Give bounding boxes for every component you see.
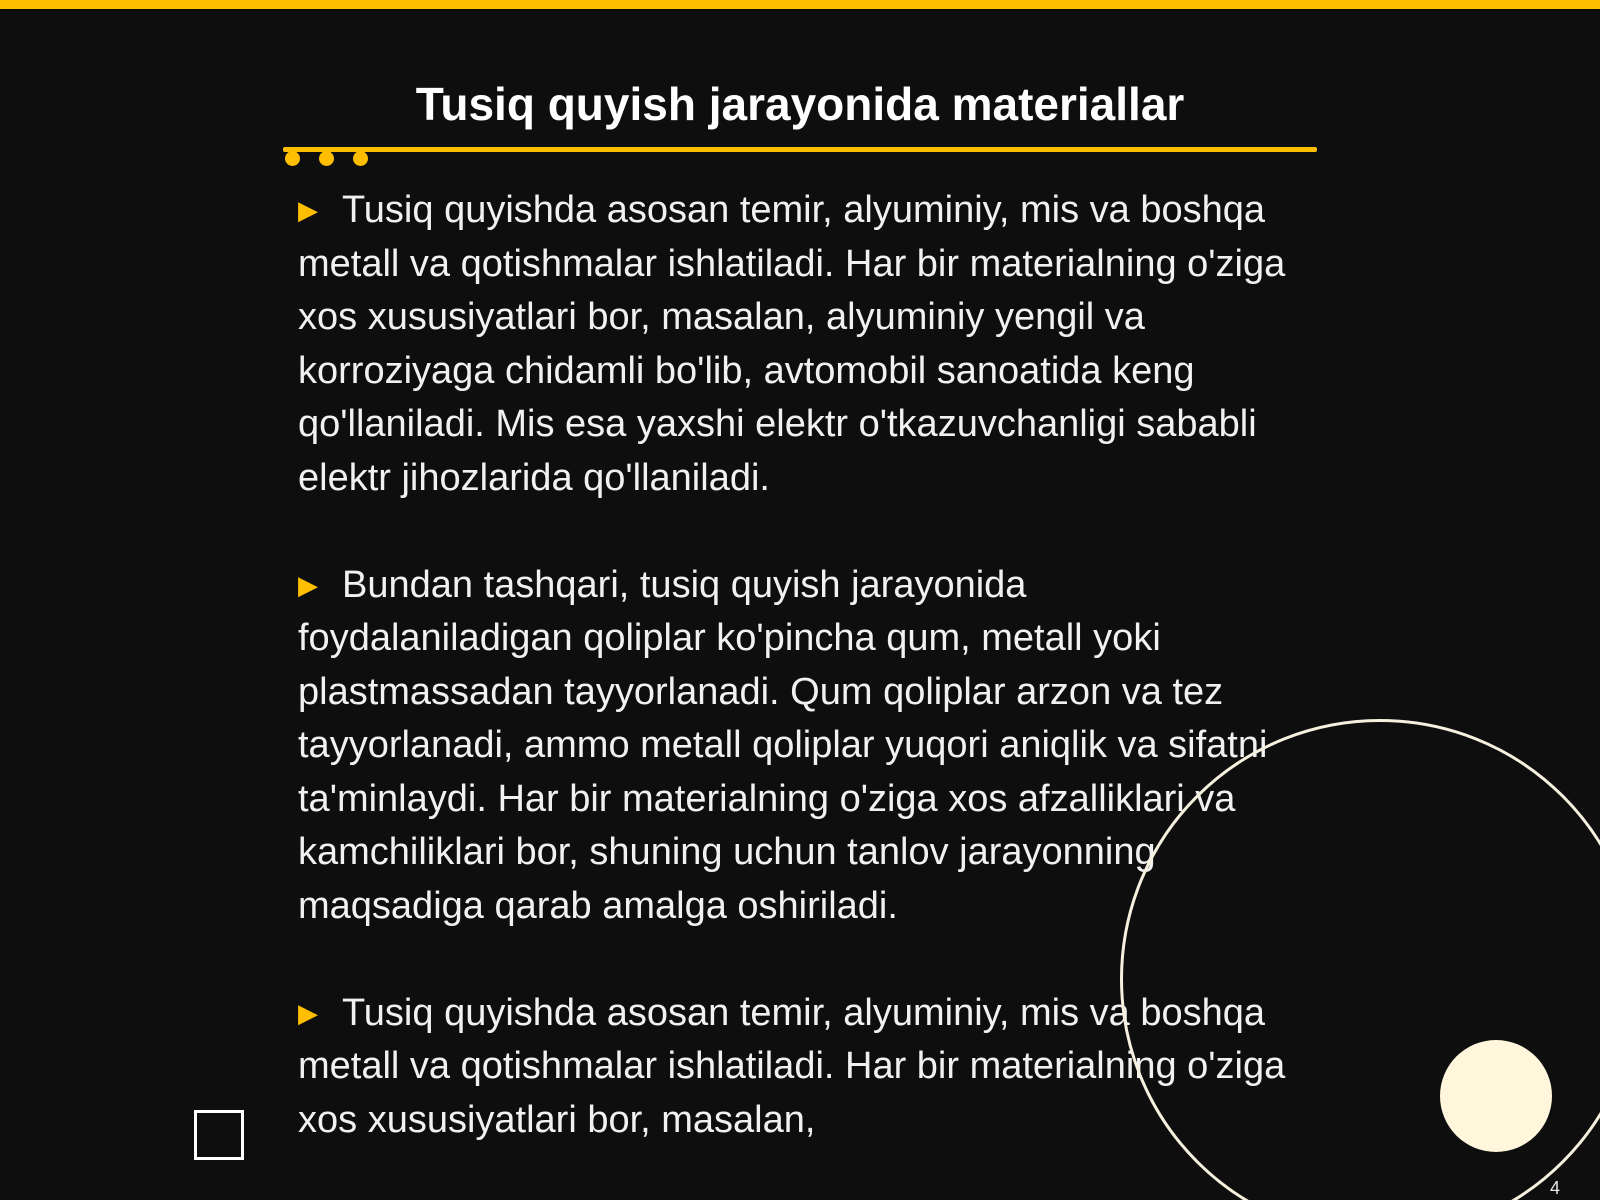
decorative-dot [285,151,300,166]
decorative-circle [1440,1040,1552,1152]
top-accent-bar [0,0,1600,9]
slide-title: Tusiq quyish jarayonida materiallar [415,78,1185,130]
triangle-bullet-icon: ▶ [298,195,318,225]
paragraph-text: Tusiq quyishda asosan temir, alyuminiy, mis va boshqa metall va qotishmalar ishlatiladi. Har bir materialning o'ziga xos xususiyatlari bor, masalan, alyuminiy yengil va korroziyaga chidamli bo'lib, avtomobil sanoatida keng qo'llaniladi. Mis esa yaxshi elektr o'tkazuvchanligi sababli elektr jihozlarida qo'llaniladi. [298,189,1286,499]
bullet-paragraph [298,184,1308,505]
decorative-dot [319,151,334,166]
triangle-bullet-icon: ▶ [298,997,318,1028]
paragraph-text: Bundan tashqari, tusiq quyish jarayonida foydalaniladigan qoliplar ko'pincha qum, metall yoki plastmassadan tayyorlanadi. Qum qoliplar arzon va tez tayyorlanadi, ammo metall qoliplar yuqori aniqlik va sifatni ta'minlaydi. Har bir materialning o'ziga xos afzalliklari va kamchiliklari bor, shuning uchun tanlov jarayonning maqsadiga qarab amalga oshiriladi. [298,563,1268,927]
slide-body [298,184,1308,1200]
title-underline [283,147,1317,152]
bullet-paragraph [298,559,1308,934]
page-number: 4 [1550,1178,1561,1198]
paragraph-text: Tusiq quyishda asosan temir, alyuminiy, mis va boshqa metall va qotishmalar ishlatiladi. Har bir materialning o'ziga xos xususiyatlari bor, masalan, [298,991,1286,1141]
triangle-bullet-icon: ▶ [298,569,318,600]
decorative-dot [353,151,368,166]
bullet-paragraph [298,987,1308,1148]
decorative-square [194,1110,244,1160]
